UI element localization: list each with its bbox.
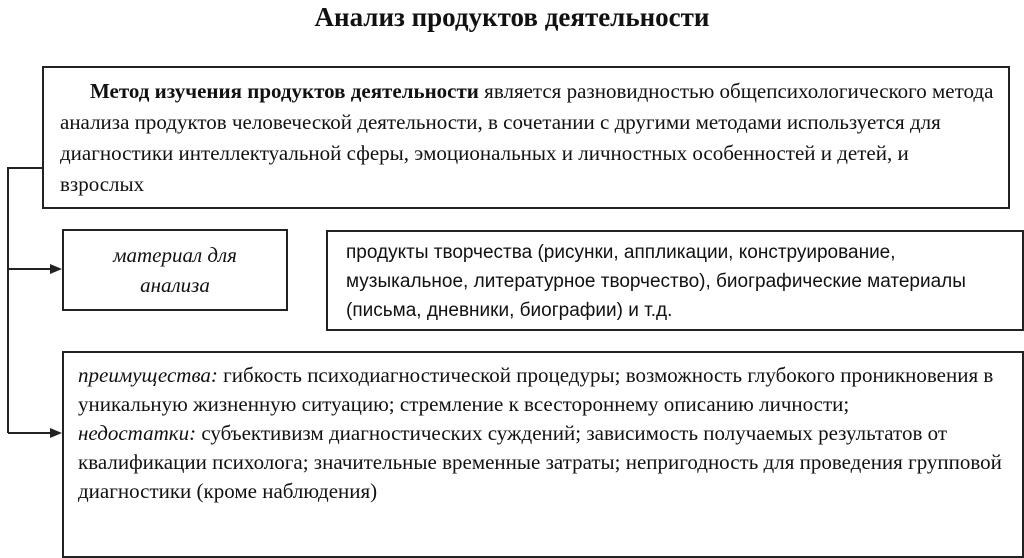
advantages-body: гибкость психодиагностической процедуры; возможность глубокого проникновения в уникальную жизненную ситуацию; стремление к всестороннему описанию личности; <box>78 363 994 416</box>
material-box <box>62 229 288 311</box>
material-label-line2: анализа <box>140 273 210 297</box>
page-title: Анализ продуктов деятельности <box>314 2 710 32</box>
advantages-label: преимущества: <box>78 363 218 387</box>
arrow-to-material-head <box>50 264 62 274</box>
products-text: продукты творчества (рисунки, аппликации, конструирование, музыкальное, литературное творчество), биографические материалы (письма, дневники, биографии) и т.д. <box>346 242 966 321</box>
pros-cons-box <box>62 351 1024 558</box>
disadvantages-body: субъективизм диагностических суждений; зависимость получаемых результатов от квалификации психолога; значительные временные затраты; непригодность для проведения групповой диагностики (кроме наблюдения) <box>78 421 1002 503</box>
arrow-to-advantages-head <box>50 428 62 438</box>
definition-text <box>60 76 994 200</box>
disadvantages-text <box>78 419 1012 506</box>
definition-box <box>42 66 1010 209</box>
material-label-line1: материал для <box>113 243 237 267</box>
connector-line <box>8 168 42 433</box>
definition-term: Метод изучения продуктов деятельности <box>90 79 479 103</box>
disadvantages-label: недостатки: <box>78 421 197 445</box>
definition-body: является разновидностью общепсихологического метода анализа продуктов человеческой деятельности, в сочетании с другими методами используется для диагностики интеллектуальной сферы, эмоциональных и личностных особенностей и детей, и взрослых <box>60 79 994 196</box>
products-box <box>326 230 1024 331</box>
advantages-text <box>78 361 1012 419</box>
material-label <box>113 240 237 300</box>
